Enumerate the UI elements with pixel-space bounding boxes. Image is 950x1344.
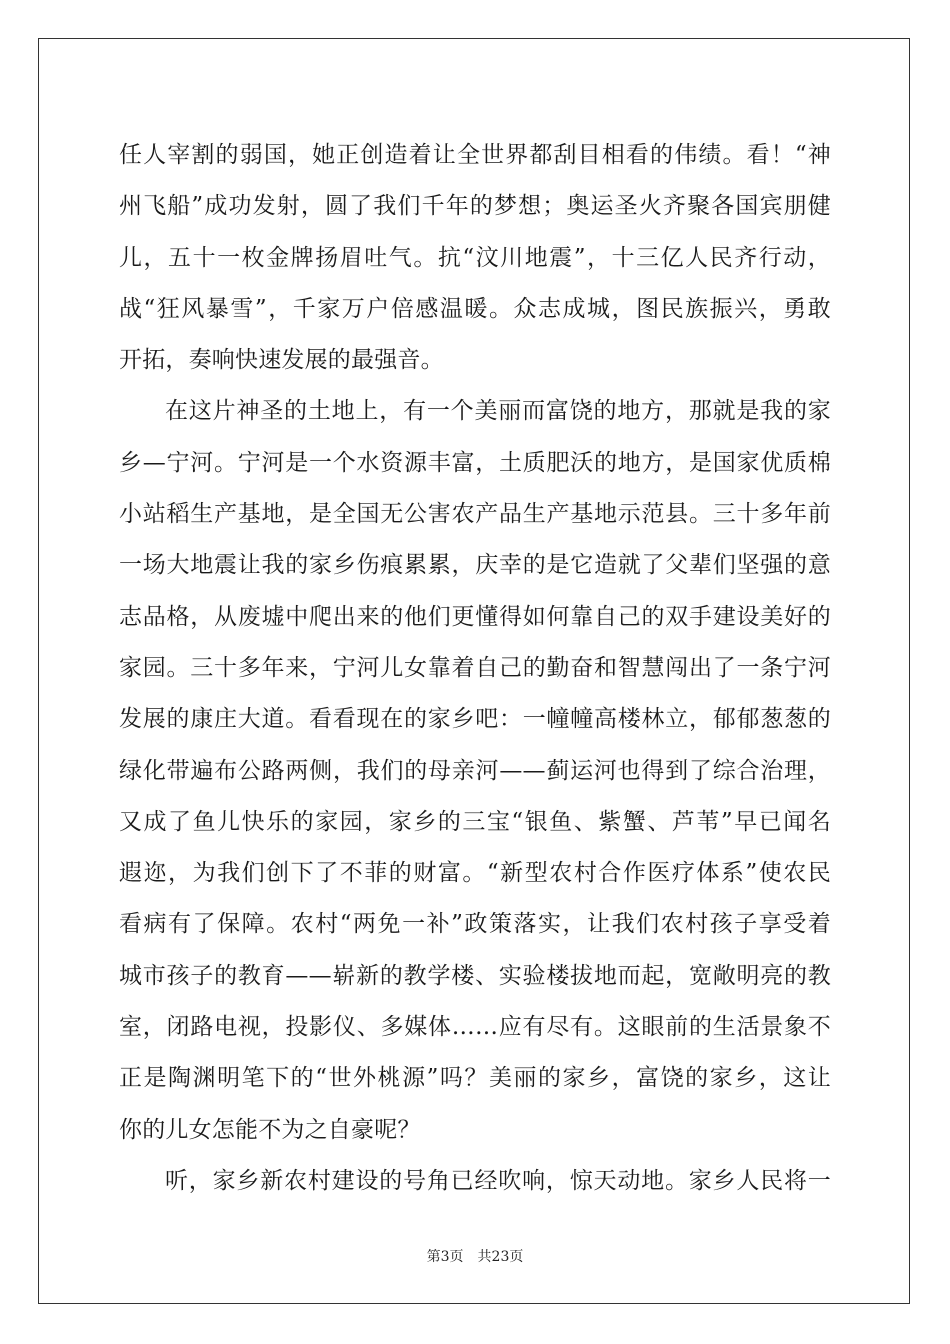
text-line: 发展的康庄大道。看看现在的家乡吧：一幢幢高楼林立，郁郁葱葱的 [119,706,831,733]
page-footer [0,1246,950,1266]
paragraph-start-line: 在这片神圣的土地上，有一个美丽而富饶的地方，那就是我的家 [165,398,831,425]
page-total: 共23页 [477,1249,524,1265]
page-number: 第3页 [426,1249,464,1265]
text-line: 战“狂风暴雪”，千家万户倍感温暖。众志成城，图民族振兴，勇敢 [119,295,831,322]
text-line: 小站稻生产基地，是全国无公害农产品生产基地示范县。三十多年前 [119,501,831,528]
document-body [119,130,831,1207]
text-line: 开拓，奏响快速发展的最强音。 [119,347,444,374]
text-line: 州飞船”成功发射，圆了我们千年的梦想；奥运圣火齐聚各国宾朋健 [119,193,831,220]
text-line: 志品格，从废墟中爬出来的他们更懂得如何靠自己的双手建设美好的 [119,603,831,630]
text-line: 遐迩，为我们创下了不菲的财富。“新型农村合作医疗体系”使农民 [119,860,831,887]
text-line: 看病有了保障。农村“两免一补”政策落实，让我们农村孩子享受着 [119,911,831,938]
text-line: 你的儿女怎能不为之自豪呢？ [119,1116,421,1143]
text-line: 乡—宁河。宁河是一个水资源丰富，土质肥沃的地方，是国家优质棉 [119,449,831,476]
text-line: 城市孩子的教育——崭新的教学楼、实验楼拔地而起，宽敞明亮的教 [119,962,831,989]
text-line: 任人宰割的弱国，她正创造着让全世界都刮目相看的伟绩。看！“神 [119,142,831,168]
text-line: 家园。三十多年来，宁河儿女靠着自己的勤奋和智慧闯出了一条宁河 [119,654,831,681]
text-line: 又成了鱼儿快乐的家园，家乡的三宝“银鱼、紫蟹、芦苇”早已闻名 [119,808,831,835]
text-line: 绿化带遍布公路两侧，我们的母亲河——蓟运河也得到了综合治理， [119,757,831,784]
text-line: 儿，五十一枚金牌扬眉吐气。抗“汶川地震”，十三亿人民齐行动， [119,244,831,271]
paragraph-start-line: 听，家乡新农村建设的号角已经吹响，惊天动地。家乡人民将一 [165,1167,831,1194]
text-line: 一场大地震让我的家乡伤痕累累，庆幸的是它造就了父辈们坚强的意 [119,552,831,579]
text-line: 正是陶渊明笔下的“世外桃源”吗？美丽的家乡，富饶的家乡，这让 [119,1065,831,1092]
text-line: 室，闭路电视，投影仪、多媒体……应有尽有。这眼前的生活景象不 [119,1014,831,1041]
